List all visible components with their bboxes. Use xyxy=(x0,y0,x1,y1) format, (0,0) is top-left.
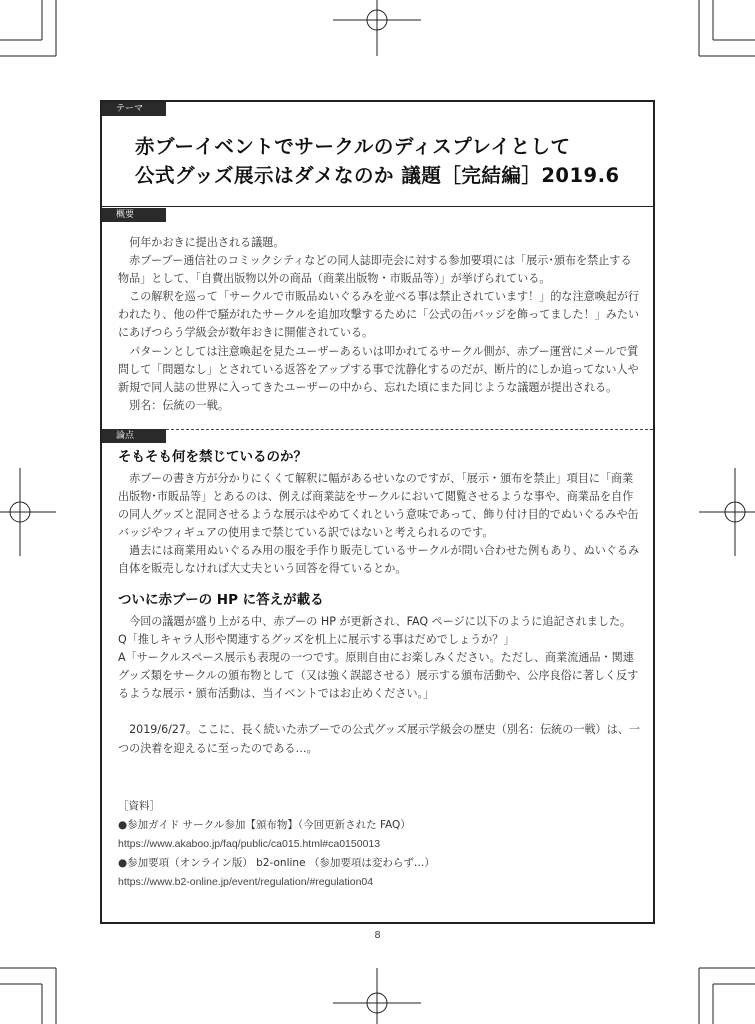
overview-text xyxy=(118,234,641,415)
section-heading: そもそも何を禁じているのか？ xyxy=(118,449,307,465)
section-heading: ついに赤ブーの HP に答えが載る xyxy=(118,592,324,608)
paragraph: 別名：伝統の一戦。 xyxy=(129,398,229,412)
references xyxy=(118,797,435,892)
title-line-2: 公式グッズ展示はダメなのか 議題［完結編］2019.6 xyxy=(135,164,620,187)
paragraph: 今回の議題が盛り上がる中、赤ブーの HP が更新され、FAQ ページに以下のように追記されました。 xyxy=(129,615,632,628)
title-line-1: 赤ブーイベントでサークルのディスプレイとして xyxy=(135,135,571,158)
faq-answer: A「サークルスペース展示も表現の一つです。原則自由にお楽しみください。ただし、商業流通品・関連グッズ類をサークルの頒布物として（又は強く誤認させる）展示する頒布活動や、公序良俗に著しく反するような展示・頒布活動は、当イベントではお止めください。」 xyxy=(118,651,639,701)
reference-title: ●参加ガイド サークル参加【頒布物】（今回更新された FAQ） xyxy=(118,819,411,831)
page-number: 8 xyxy=(374,930,381,941)
faq-question: Q「推しキャラ人形や関連するグッズを机上に展示する事はだめでしょうか？」 xyxy=(118,633,515,647)
paragraph: 何年かおきに提出される議題。 xyxy=(129,236,285,249)
section-1 xyxy=(118,447,641,579)
reference-link[interactable]: https://www.akaboo.jp/faq/public/ca015.html#ca0150013 xyxy=(118,838,381,850)
page-title xyxy=(135,132,620,190)
points-label: 論点 xyxy=(102,429,166,443)
references-label: ［資料］ xyxy=(118,800,160,812)
divider xyxy=(102,206,653,207)
dashed-divider xyxy=(166,429,653,430)
paragraph: 赤ブーの書き方が分かりにくくて解釈に幅があるせいなのですが、「展示・頒布を禁止」項目に「商業出版物･市販品等」とあるのは、例えば商業誌をサークルにおいて閲覧させるような事や、商業品を自作の同人グッズと混同させるような展示はやめてくれという意味であって、飾り付け目的でぬいぐるみや缶バッジやフィギュアの使用まで禁じている訳ではないと考えられるのです。 xyxy=(118,472,639,540)
paragraph: 赤ブーブー通信社のコミックシティなどの同人誌即売会に対する参加要項には「展示･頒布を禁止する物品」として、「自費出版物以外の商品（商業出版物・市販品等）」が挙げられている。 xyxy=(118,254,632,286)
paragraph: 過去には商業用ぬいぐるみ用の服を手作り販売しているサークルが問い合わせた例もあり、ぬいぐるみ自体を販売しなければ大丈夫という回答を得ているとか。 xyxy=(118,544,640,576)
paragraph: この解釈を巡って「サークルで市販品ぬいぐるみを並べる事は禁止されています！」的な注意喚起が行われたり、他の件で騒がれたサークルを追加攻撃するために「公式の缶バッジを飾ってました！」みたいにあげつらう学級会が数年おきに開催されている。 xyxy=(118,290,640,340)
reference-title: ●参加要項（オンライン版） b2-online （参加要項は変わらず…） xyxy=(118,857,435,869)
theme-label: テーマ xyxy=(102,102,166,116)
paragraph: パターンとしては注意喚起を見たユーザーあるいは叩かれてるサークル側が、赤ブー運営にメールで質問して「問題なし」とされている返答をアップする事で沈静化するのだが、断片的にしか追ってない人や新規で同人誌の世界に入ってきたユーザーの中から、忘れた頃にまた同じような議題が提出される。 xyxy=(118,344,639,394)
reference-link[interactable]: https://www.b2-online.jp/event/regulation/#regulation04 xyxy=(118,876,374,888)
section-2 xyxy=(118,590,641,758)
conclusion: 2019/6/27。ここに、長く続いた赤ブーでの公式グッズ展示学級会の歴史（別名：伝統の一戦）は、一つの決着を迎えるに至ったのである…。 xyxy=(118,723,640,755)
content-frame xyxy=(100,100,655,924)
overview-label: 概要 xyxy=(102,208,166,222)
